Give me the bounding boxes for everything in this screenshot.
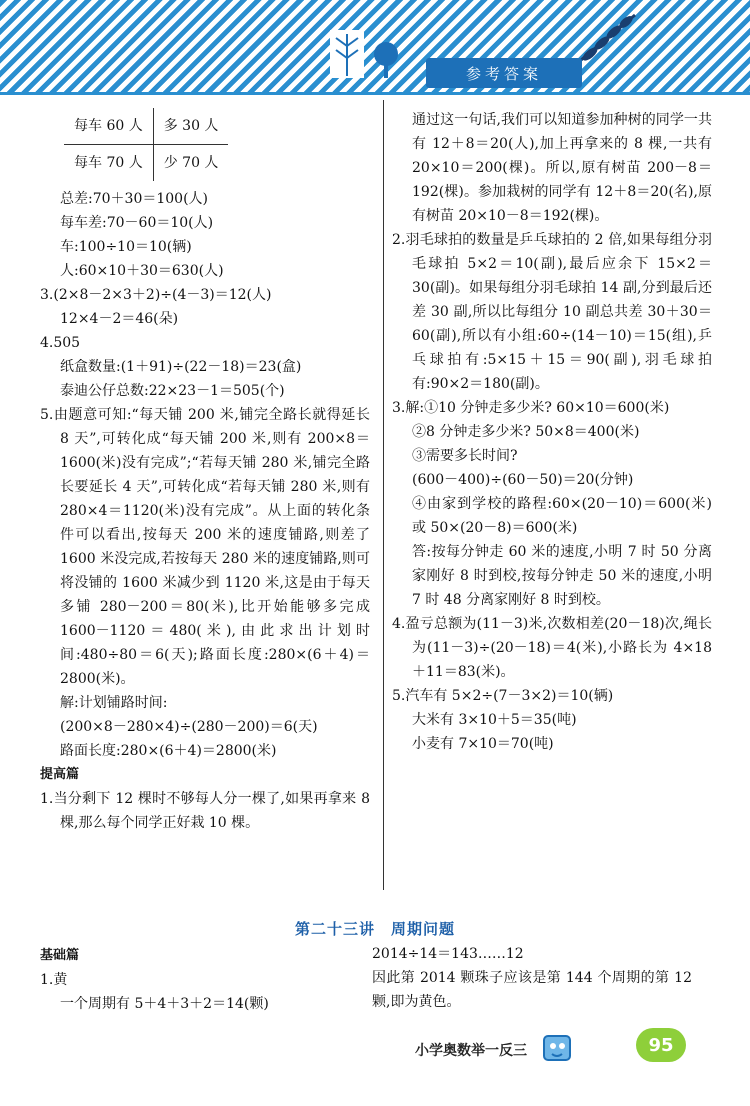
answer-line: ②8 分钟走多少米? 50×8＝400(米) xyxy=(412,424,640,440)
section-tag: 参考答案 xyxy=(426,58,582,88)
answer-line: 12×4－2＝46(朵) xyxy=(60,311,179,327)
table-cell: 多 30 人 xyxy=(153,108,228,145)
answer-line: 每车差:70－60＝10(人) xyxy=(60,215,214,231)
answer-line: 2.羽毛球拍的数量是乒乓球拍的 2 倍,如果每组分羽毛球拍 5×2＝10(副),最后应余下 15×2＝30(副)。如果每组分羽毛球拍 14 副,分到最后还差 30 副,所以比每组分 10 副总共差 30＋30＝60(副),所以有小组:60÷(14－10)＝15(组),乒乓球拍有:5×15＋15＝90(副),羽毛球拍有:90×2＝180(副)。 xyxy=(392,232,712,392)
header-banner xyxy=(0,0,750,95)
answer-line: ④由家到学校的路程:60×(20－10)＝600(米)或 50×(20－8)＝600(米) xyxy=(412,496,712,536)
answer-line: 总差:70＋30＝100(人) xyxy=(60,191,208,207)
answer-line: ③需要多长时间? xyxy=(412,448,518,464)
answer-line: 2014÷14＝143……12 xyxy=(372,946,524,962)
answer-line: 1.当分剩下 12 棵时不够每人分一棵了,如果再拿来 8 棵,那么每个同学正好栽 10 棵。 xyxy=(40,791,370,831)
answer-line: 因此第 2014 颗珠子应该是第 144 个周期的第 12 颗,即为黄色。 xyxy=(372,970,692,1010)
mascot-icon xyxy=(540,1028,580,1064)
answer-line: 小麦有 7×10＝70(吨) xyxy=(412,736,554,752)
answer-line: 4.505 xyxy=(40,335,81,351)
book-title: 小学奥数举一反三 xyxy=(415,1043,527,1059)
answer-table xyxy=(64,108,228,181)
answer-line: 基础篇 xyxy=(40,948,80,963)
left-column-bottom xyxy=(40,944,370,1016)
table-cell: 每车 70 人 xyxy=(64,145,153,182)
answer-line: 提高篇 xyxy=(40,767,80,782)
table-cell: 少 70 人 xyxy=(163,155,219,171)
page-number: 95 xyxy=(636,1028,686,1062)
table-row xyxy=(64,108,228,145)
table-row xyxy=(64,145,228,182)
answer-line: 泰迪公仔总数:22×23－1＝505(个) xyxy=(60,383,285,399)
answer-line: 一个周期有 5＋4＋3＋2＝14(颗) xyxy=(60,996,269,1012)
answer-line: 路面长度:280×(6＋4)＝2800(米) xyxy=(60,743,277,759)
answer-line: 人:60×10＋30＝630(人) xyxy=(60,263,224,279)
answer-line: (600－400)÷(60－50)＝20(分钟) xyxy=(412,472,634,488)
right-column-bottom xyxy=(372,942,692,1014)
answer-line: 车:100÷10＝10(辆) xyxy=(60,239,192,255)
column-divider xyxy=(383,100,384,890)
left-answer-lines xyxy=(40,187,370,835)
answer-line: 5.汽车有 5×2÷(7－3×2)＝10(辆) xyxy=(392,688,614,704)
right-bottom-lines xyxy=(372,942,692,1014)
answer-line: 通过这一句话,我们可以知道参加种树的同学一共有 12＋8＝20(人),加上再拿来的 8 棵,一共有 20×10＝200(棵)。所以,原有树苗 200－8＝192(棵)。参加栽树的同学有 12＋8＝20(名),原有树苗 20×10－8＝192(棵)。 xyxy=(412,112,712,224)
answer-line: 解:计划铺路时间: xyxy=(60,695,168,711)
answer-line: 1.黄 xyxy=(40,972,68,988)
right-column xyxy=(392,108,712,756)
left-column xyxy=(40,108,370,835)
answer-line: 答:按每分钟走 60 米的速度,小明 7 时 50 分离家刚好 8 时到校,按每分钟走 50 米的速度,小明 7 时 48 分离家刚好 8 时到校。 xyxy=(412,544,712,608)
answer-line: 3.解:①10 分钟走多少米? 60×10＝600(米) xyxy=(392,400,670,416)
answer-line: 纸盒数量:(1＋91)÷(22－18)＝23(盒) xyxy=(60,359,302,375)
answer-line: 大米有 3×10＋5＝35(吨) xyxy=(412,712,577,728)
left-bottom-lines xyxy=(40,944,370,1016)
table-cell: 每车 60 人 xyxy=(64,108,153,145)
right-answer-lines xyxy=(392,108,712,756)
lecture-title: 第二十三讲 周期问题 xyxy=(294,920,455,938)
tree-icon xyxy=(330,26,410,82)
answer-line: 5.由题意可知:“每天铺 200 米,铺完全路长就得延长 8 天”,可转化成“每天铺 200 米,则有 200×8＝1600(米)没有完成”;“若每天铺 280 米,铺完全路长要延长 4 天”,可转化成“若每天铺 280 米,则有 280×4＝1120(米)没有完成”。从上面的转化条件可以看出,按每天 200 米的速度铺路,则差了 1600 米没完成,若按每天 280 米的速度铺路,则可将没铺的 1600 米减少到 1120 米,这是由于每天多铺 280－200＝80(米),比开始能够多完成 1600－1120＝480(米),由此求出计划时间:480÷80＝6(天);路面长度:280×(6＋4)＝2800(米)。 xyxy=(40,407,370,687)
answer-line: (200×8－280×4)÷(280－200)＝6(天) xyxy=(60,719,318,735)
answer-line: 3.(2×8－2×3＋2)÷(4－3)＝12(人) xyxy=(40,287,272,303)
answer-line: 4.盈亏总额为(11－3)米,次数相差(20－18)次,绳长为(11－3)÷(20－18)＝4(米),小路长为 4×18＋11＝83(米)。 xyxy=(392,616,712,680)
